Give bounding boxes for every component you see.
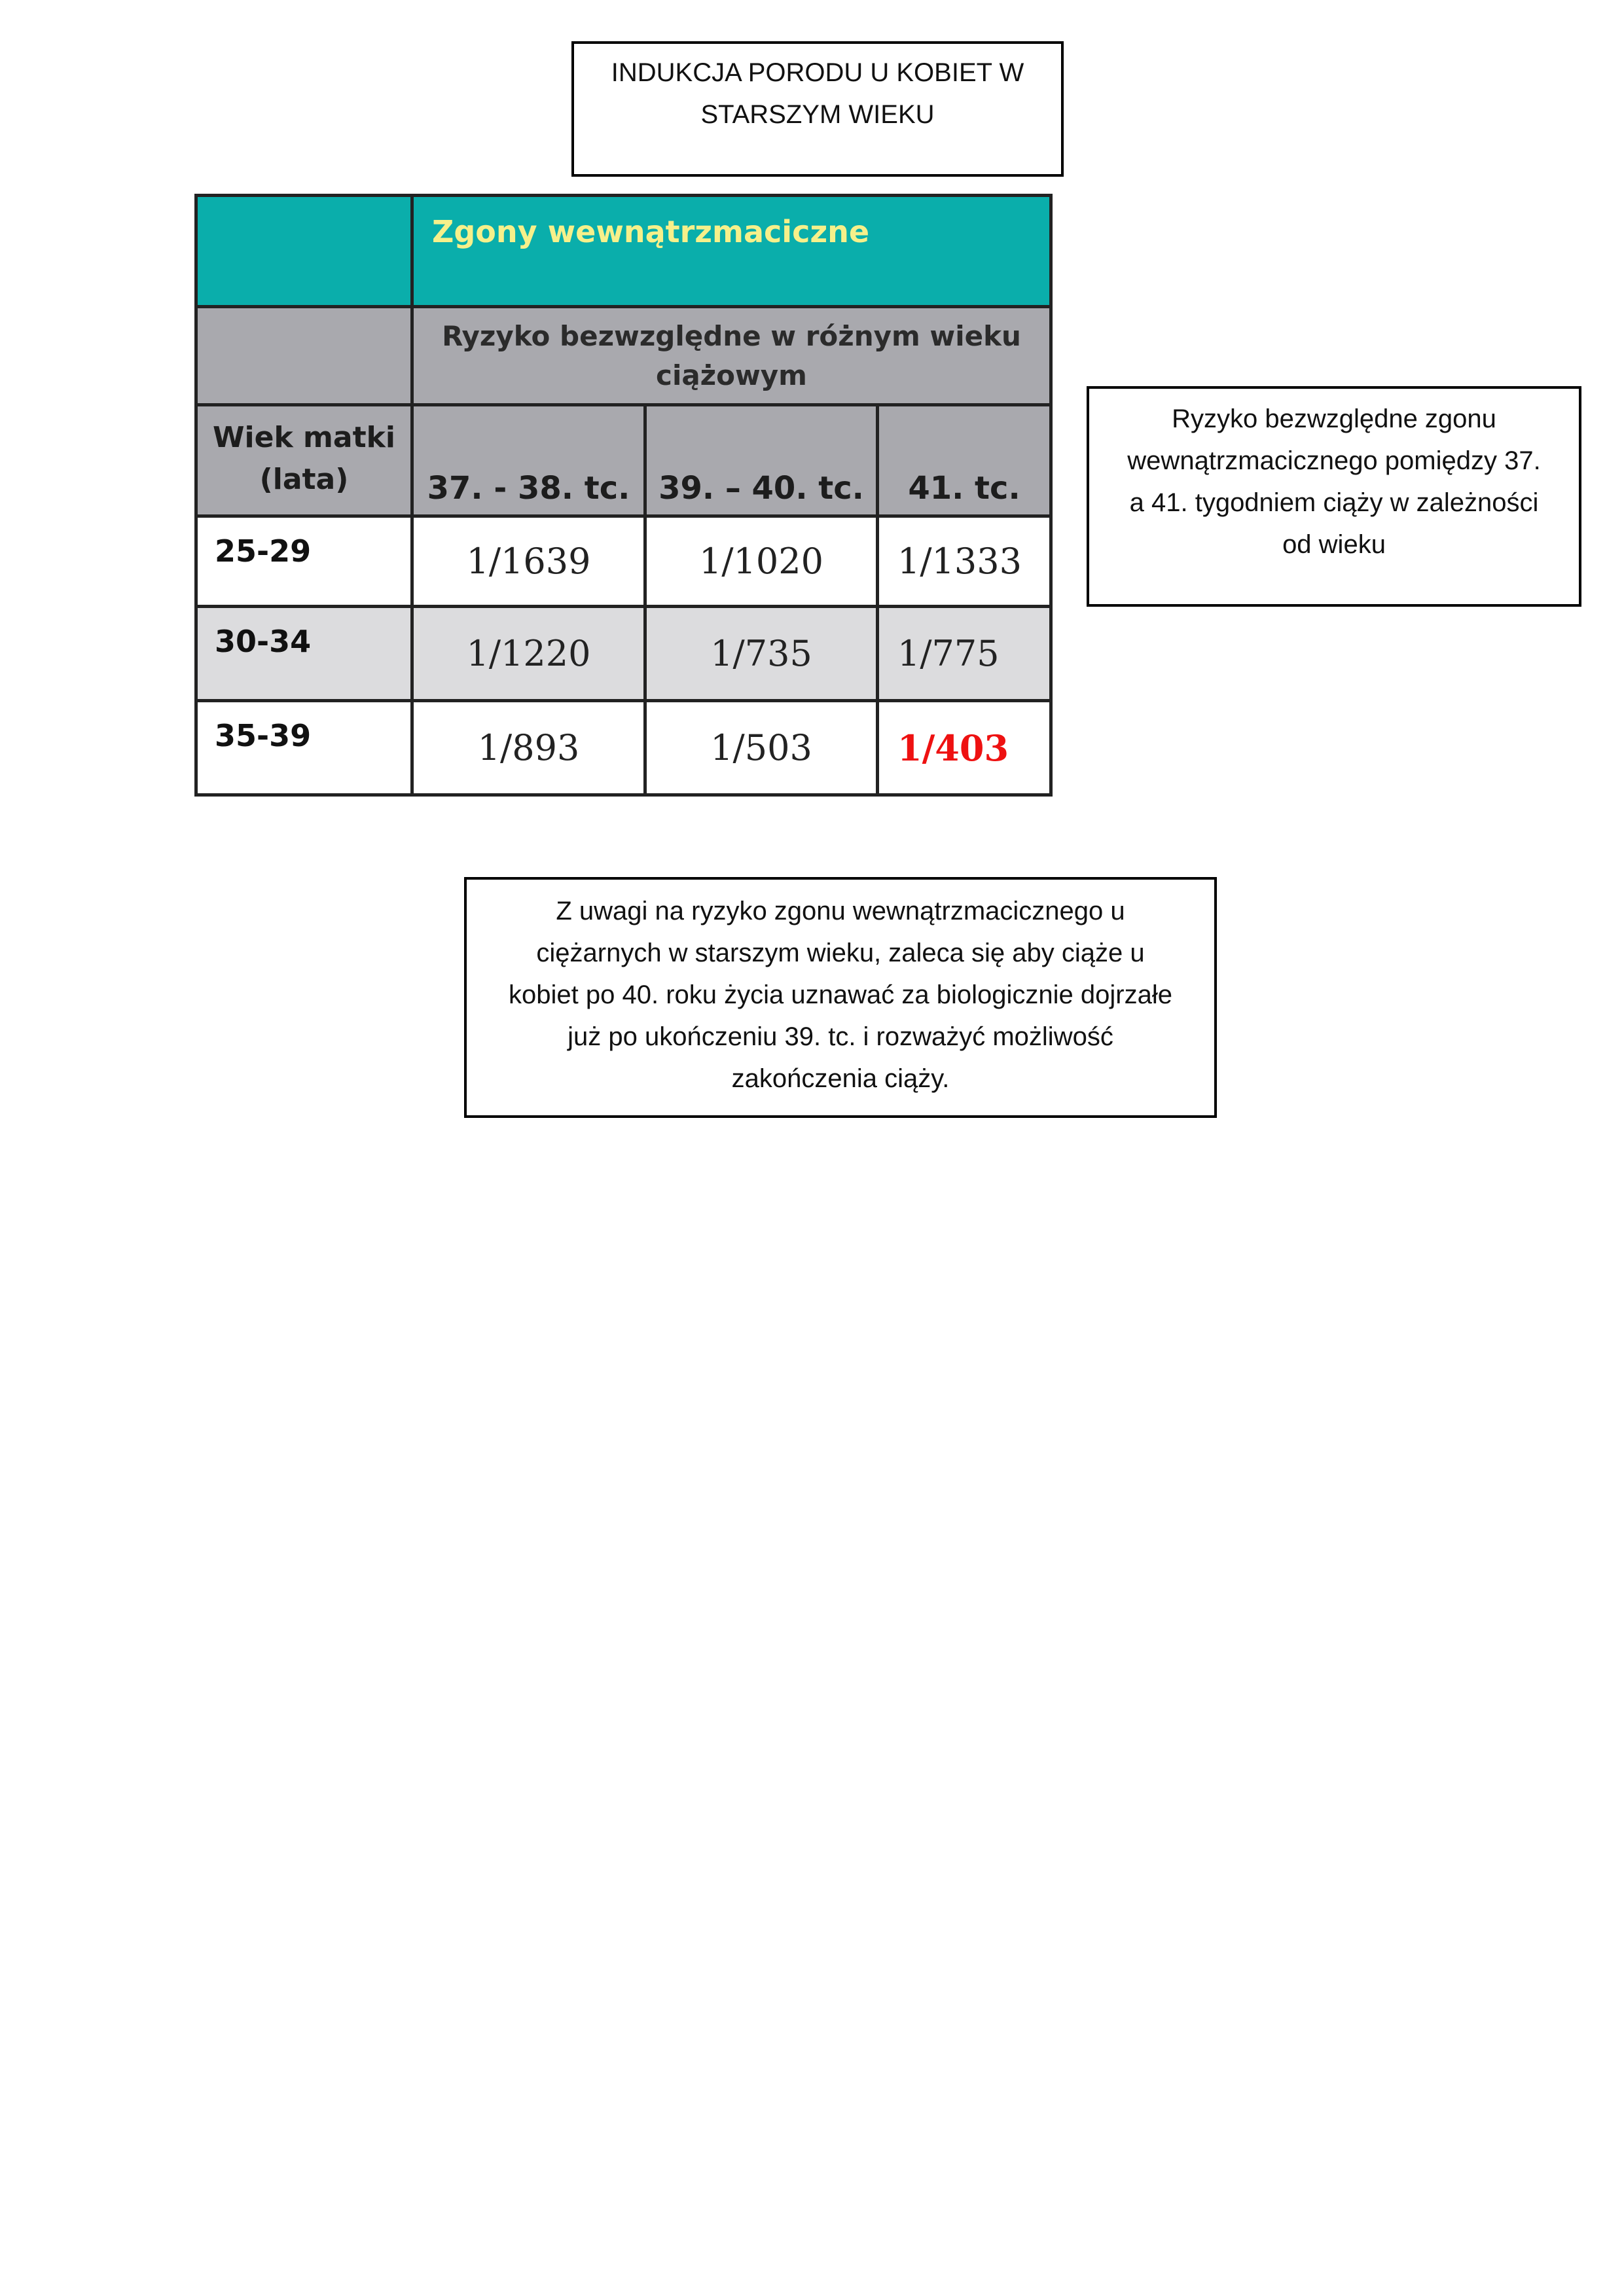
recommendation-line: ciężarnych w starszym wieku, zaleca się aby ciąże u <box>536 939 1145 967</box>
table-row <box>196 701 1051 795</box>
table-main-header: Zgony wewnątrzmaciczne <box>412 196 1051 307</box>
risk-value-cell: 1/1639 <box>412 516 645 607</box>
side-note-box <box>1087 386 1581 607</box>
side-note-line: a 41. tygodniem ciąży w zależności <box>1129 488 1539 517</box>
risk-table <box>194 194 1053 797</box>
recommendation-line: zakończenia ciąży. <box>731 1064 950 1093</box>
table-sub-header <box>412 307 1051 405</box>
column-header-41: 41. tc. <box>878 405 1051 516</box>
age-cell: 30-34 <box>196 607 412 701</box>
risk-value-cell: 1/1220 <box>412 607 645 701</box>
risk-value-cell: 1/1020 <box>645 516 878 607</box>
recommendation-line: kobiet po 40. roku życia uznawać za biologicznie dojrzałe <box>509 980 1172 1009</box>
column-header-39-40: 39. – 40. tc. <box>645 405 878 516</box>
title-box <box>571 41 1064 177</box>
recommendation-box <box>464 877 1217 1118</box>
age-cell: 25-29 <box>196 516 412 607</box>
sub-header-line: Ryzyko bezwzględne w różnym wieku <box>442 319 1021 352</box>
risk-value-cell: 1/775 <box>878 607 1051 701</box>
age-column-header <box>196 405 412 516</box>
table-corner-cell <box>196 307 412 405</box>
age-header-line: Wiek matki <box>213 421 395 454</box>
title-line: STARSZYM WIEKU <box>700 100 935 129</box>
age-cell: 35-39 <box>196 701 412 795</box>
age-header-line: (lata) <box>259 463 349 496</box>
side-note-line: wewnątrzmacicznego pomiędzy 37. <box>1127 446 1541 475</box>
recommendation-line: już po ukończeniu 39. tc. i rozważyć możliwość <box>568 1022 1113 1051</box>
highlighted-risk-value-cell: 1/403 <box>878 701 1051 795</box>
side-note-line: Ryzyko bezwzględne zgonu <box>1172 404 1496 433</box>
risk-value-cell: 1/735 <box>645 607 878 701</box>
column-header-37-38: 37. - 38. tc. <box>412 405 645 516</box>
table-row <box>196 516 1051 607</box>
risk-value-cell: 1/1333 <box>878 516 1051 607</box>
table-row <box>196 607 1051 701</box>
risk-value-cell: 1/893 <box>412 701 645 795</box>
side-note-line: od wieku <box>1282 530 1386 559</box>
recommendation-line: Z uwagi na ryzyko zgonu wewnątrzmacicznego u <box>556 897 1125 925</box>
title-line: INDUKCJA PORODU U KOBIET W <box>611 58 1024 87</box>
sub-header-line: ciążowym <box>656 359 807 391</box>
risk-value-cell: 1/503 <box>645 701 878 795</box>
table-corner-cell <box>196 196 412 307</box>
